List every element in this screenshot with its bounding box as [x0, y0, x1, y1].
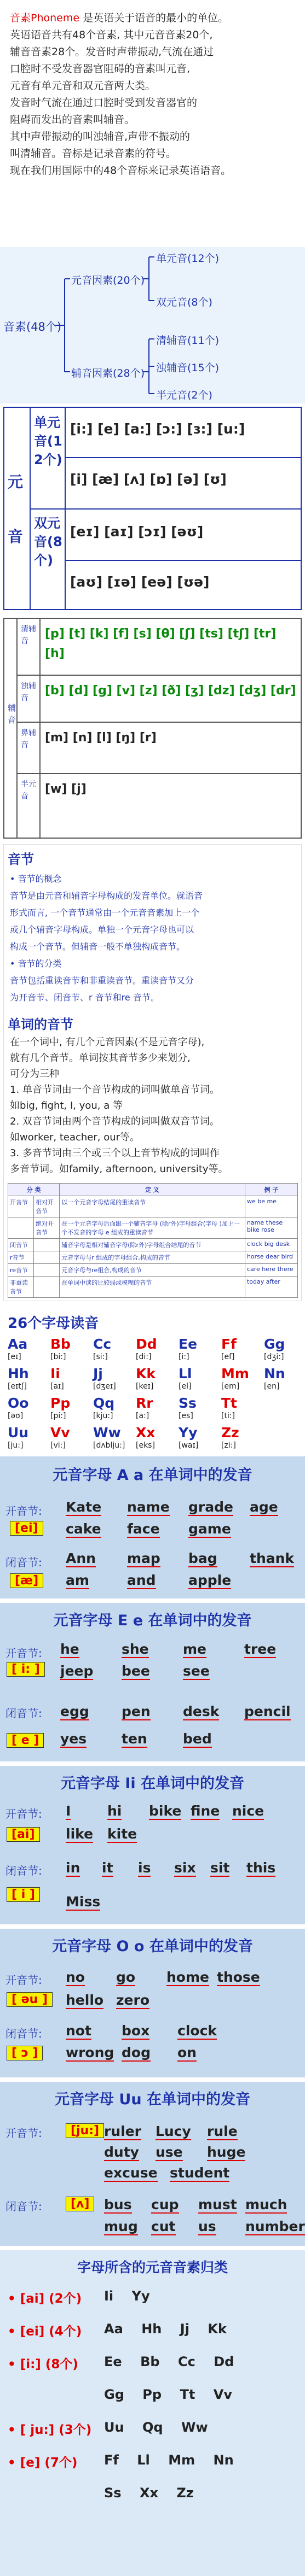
- row-divider: [16, 773, 302, 774]
- syllable-line: 构成一个音节。但辅音一般不单独构成音节。: [10, 941, 186, 952]
- consonant-table: [0, 614, 305, 842]
- table-cell: clock big desk: [245, 1239, 297, 1251]
- syllable-para-line: 1. 单音节词由一个音节构成的词叫做单音节词。: [10, 1084, 220, 1096]
- intro-line: [10, 128, 295, 145]
- syllable-para-line: 在一个词中, 有几个元音因素(不是元音字母),: [10, 1037, 205, 1048]
- alphabet-letter: Aa: [8, 1336, 28, 1352]
- example-word: ruler: [104, 2123, 141, 2139]
- vowel-row-3: [eɪ] [aɪ] [ɔɪ] [əʊ]: [70, 524, 204, 540]
- alphabet-letter: Gg: [264, 1336, 285, 1352]
- table-cell: 非重读音节: [8, 1277, 34, 1298]
- example-word: duty: [104, 2144, 139, 2160]
- example-word: bike: [149, 1803, 182, 1819]
- alphabet-phonetic: [bi:]: [50, 1353, 66, 1361]
- example-word: she: [122, 1641, 149, 1657]
- intro-segment: 是英语关于语音的最小的单位。: [79, 12, 229, 24]
- intro-segment: 阻碍而发出的音素叫辅音。: [10, 114, 135, 126]
- example-word: ten: [122, 1731, 147, 1747]
- table-cell: 开音节: [8, 1196, 34, 1217]
- example-word: map: [127, 1550, 160, 1566]
- table-head-cell: 例 子: [245, 1184, 297, 1196]
- table-cell: 绝对开音节: [34, 1217, 60, 1239]
- vowel-o-panel: [0, 1929, 305, 2077]
- intro-segment: 现在我们用国际中的48个音标来记录英语语音。: [10, 165, 232, 177]
- table-cell: re音节: [8, 1264, 34, 1277]
- alphabet-letter: Ww: [93, 1425, 121, 1441]
- table-cell: 在一个元音字母后面跟一个辅音字母 (除r外)字母组合(字母 )加上一个不发音的字母 e 组成的重读音节: [60, 1217, 245, 1239]
- example-word: mug: [104, 2218, 138, 2234]
- tree-semivowel: 半元音(2个): [156, 389, 212, 401]
- alphabet-letter: Ll: [179, 1366, 192, 1381]
- table-row: [8, 1196, 298, 1217]
- example-word: pen: [122, 1703, 151, 1719]
- intro-line: [10, 10, 295, 27]
- syllable-para-line: 可分为三种: [10, 1068, 59, 1080]
- syllable-table: [8, 1183, 298, 1298]
- tree-root: 音素(48个): [3, 320, 62, 333]
- syllable-para-line: 就有几个音节。单词按其音节多少来划分,: [10, 1052, 191, 1064]
- table-cell: [34, 1239, 60, 1251]
- consonant-row-label: 清辅音: [21, 625, 36, 646]
- alphabet-phonetic: [el]: [179, 1382, 192, 1391]
- alphabet-phonetic: [keɪ]: [136, 1382, 154, 1391]
- example-word: those: [217, 1969, 260, 1985]
- vowel-head2: 音: [8, 528, 24, 546]
- table-row: [8, 1239, 298, 1251]
- vowel-o-closed-label: 闭音节:: [5, 2027, 42, 2040]
- example-word: student: [170, 2165, 230, 2181]
- syllable-para-line: 如big, fight, I, you, a 等: [10, 1100, 123, 1111]
- table-cell: care here there: [245, 1264, 297, 1277]
- alphabet-letter: Hh: [8, 1366, 29, 1381]
- syllable-line: • 音节的分类: [10, 958, 62, 969]
- example-word: he: [60, 1641, 79, 1657]
- alphabet-letter: Mm: [221, 1366, 249, 1381]
- table-head-cell: 分 类: [8, 1184, 60, 1196]
- alphabet-letter: Yy: [179, 1425, 198, 1441]
- intro-segment: 发音时气流在通过口腔时受到发音器官的: [10, 97, 198, 109]
- example-word: jeep: [60, 1663, 94, 1679]
- example-word: excuse: [104, 2165, 158, 2181]
- intro-segment: 其中声带振动的叫浊辅音,声带不振动的: [10, 131, 191, 143]
- table-cell: 元音字母与re组合,构成的音节: [60, 1264, 245, 1277]
- summary-key: • [e] (7个): [8, 2456, 78, 2470]
- syllable-para-line: 如worker, teacher, our等。: [10, 1132, 140, 1143]
- alphabet-letter: Xx: [136, 1425, 156, 1441]
- intro-text: [10, 10, 295, 179]
- table-cell: 相对开音节: [34, 1196, 60, 1217]
- vowel-i-open-phon: [ai]: [7, 1827, 40, 1842]
- table-row: [8, 1264, 298, 1277]
- alphabet-phonetic: [zi:]: [221, 1441, 236, 1450]
- vowel-a-panel: [0, 1456, 305, 1599]
- intro-line: [10, 112, 295, 128]
- table-row: [8, 1277, 298, 1298]
- phoneme-tree: [0, 247, 305, 403]
- alphabet-phonetic: [pi:]: [50, 1412, 66, 1420]
- vowel-u-panel: [0, 2082, 305, 2246]
- example-word: cake: [66, 1521, 101, 1537]
- example-word: cup: [151, 2197, 179, 2212]
- alphabet-letter: Cc: [93, 1336, 112, 1352]
- alphabet-phonetic: [es]: [179, 1412, 193, 1420]
- alphabet-letter: Jj: [93, 1366, 103, 1381]
- example-word: this: [246, 1860, 276, 1876]
- row-divider: [16, 722, 302, 723]
- alphabet-phonetic: [əʊ]: [8, 1412, 24, 1420]
- example-word: home: [166, 1969, 209, 1985]
- alphabet-phonetic: [a:]: [136, 1412, 149, 1420]
- alphabet-phonetic: [eɪ]: [8, 1353, 21, 1361]
- example-word: tree: [244, 1641, 277, 1657]
- example-word: six: [174, 1860, 196, 1876]
- example-word: rule: [207, 2123, 238, 2139]
- tree-voiced: 浊辅音(15个): [156, 362, 220, 374]
- example-word: face: [127, 1521, 160, 1537]
- consonant-row-text: [p] [t] [k] [f] [s] [θ] [ʃ] [ts] [tʃ] [tr] [h]: [45, 627, 277, 660]
- alphabet-letter: Zz: [221, 1425, 239, 1441]
- example-word: see: [183, 1663, 210, 1679]
- syllable-panel: [0, 844, 305, 1303]
- alphabet-letter: Nn: [264, 1366, 285, 1381]
- intro-line: [10, 27, 295, 44]
- summary-letters: Ff Ll Mm Nn: [104, 2452, 234, 2468]
- alphabet-phonetic: [em]: [221, 1382, 240, 1391]
- intro-line: [10, 162, 295, 179]
- vowel-u-open-phon: [ju:]: [66, 2123, 104, 2138]
- example-word: bag: [188, 1550, 217, 1566]
- intro-line: [10, 78, 295, 95]
- vowel-row-1: [i:] [e] [a:] [ɔ:] [ɜ:] [u:]: [70, 421, 245, 437]
- example-word: must: [198, 2197, 237, 2212]
- vowel-e-open-label: 开音节:: [5, 1647, 42, 1660]
- example-word: dog: [122, 2045, 151, 2060]
- table-cell: 辅音字母是相对辅音字母(除r外)字母组合结尾的音节: [60, 1239, 245, 1251]
- alphabet-phonetic: [si:]: [93, 1353, 108, 1361]
- syllable-title: 音节: [8, 852, 34, 867]
- table-cell: 元音字母与r 组成的字母组合,构成的音节: [60, 1251, 245, 1264]
- alphabet-letter: Uu: [8, 1425, 29, 1441]
- vowel-table: [0, 405, 305, 612]
- vowel-head: 元: [8, 473, 24, 491]
- syllable-line: 音节是由元音和辅音字母构成的发音单位。就语音: [10, 891, 203, 901]
- vowel-e-panel: [0, 1603, 305, 1761]
- alphabet-letter: Qq: [93, 1395, 115, 1411]
- vowel-i-closed-phon: [ i ]: [7, 1887, 40, 1902]
- summary-letters: Ss Xx Zz: [104, 2485, 194, 2501]
- alphabet-phonetic: [vi:]: [50, 1441, 66, 1450]
- example-word: cut: [151, 2218, 176, 2234]
- alphabet-phonetic: [eks]: [136, 1441, 155, 1450]
- example-word: is: [138, 1860, 151, 1876]
- intro-segment: 叫清辅音。音标是记录音素的符号。: [10, 148, 177, 160]
- example-word: name: [127, 1499, 170, 1515]
- example-word: hi: [107, 1803, 122, 1819]
- alphabet-phonetic: [dʌblju:]: [93, 1441, 125, 1450]
- table-cell: [34, 1251, 60, 1264]
- vowel-o-closed-phon: [ ɔ ]: [7, 2046, 43, 2060]
- example-word: I: [66, 1803, 71, 1819]
- table-cell: 以一个元音字母结尾的重读音节: [60, 1196, 245, 1217]
- alphabet-phonetic: [i:]: [179, 1353, 189, 1361]
- vowel-o-open-phon: [ əu ]: [7, 1992, 53, 2007]
- vowel-u-closed-phon: [ʌ]: [66, 2197, 94, 2211]
- example-word: zero: [116, 1992, 150, 2008]
- example-word: me: [183, 1641, 207, 1657]
- intro-segment: 音素Phoneme: [10, 12, 80, 24]
- vowel-row-4: [aʊ] [ɪə] [eə] [ʊə]: [70, 574, 210, 590]
- example-word: Lucy: [156, 2123, 191, 2139]
- example-word: on: [177, 2045, 197, 2060]
- intro-segment: 辅音音素28个。发音时声带振动,气流在通过: [10, 46, 214, 58]
- vowel-a-open-label: 开音节:: [5, 1504, 42, 1518]
- summary-panel: [0, 2250, 305, 2576]
- example-word: box: [122, 2023, 150, 2039]
- example-word: Miss: [66, 1894, 101, 1910]
- example-word: number: [245, 2218, 305, 2234]
- intro-segment: 口腔时不受发音器官阻碍的音素叫元音,: [10, 63, 191, 75]
- syllable-title2: 单词的音节: [8, 1017, 73, 1032]
- example-word: age: [250, 1499, 278, 1515]
- vowel-e-open-phon: [ i: ]: [7, 1662, 45, 1677]
- alphabet-phonetic: [ti:]: [221, 1412, 235, 1420]
- alphabet-letter: Dd: [136, 1336, 157, 1352]
- syllable-para-line: 3. 多音节词由三个或三个以上音节构成的词叫作: [10, 1148, 220, 1159]
- example-word: and: [127, 1572, 156, 1588]
- summary-letters: Aa Hh Jj Kk: [104, 2321, 227, 2337]
- table-cell: r音节: [8, 1251, 34, 1264]
- table-cell: horse dear bird: [245, 1251, 297, 1264]
- vowel-o-open-label: 开音节:: [5, 1974, 42, 1987]
- vowel-i-panel: [0, 1766, 305, 1924]
- example-word: not: [66, 2023, 91, 2039]
- consonant-row-text: [b] [d] [g] [v] [z] [ð] [ʒ] [dz] [dʒ] [dr]: [45, 684, 296, 698]
- example-word: desk: [183, 1703, 220, 1719]
- vowel-i-closed-label: 闭音节:: [5, 1864, 42, 1877]
- double-vowel-label: 双元音(8个): [34, 516, 62, 568]
- alphabet-phonetic: [waɪ]: [179, 1441, 199, 1450]
- consonant-row-label: 浊辅音: [21, 682, 36, 702]
- table-cell: 闭音节: [8, 1239, 34, 1251]
- syllable-para-line: 2. 双音节词由两个音节构成的词叫做双音节词。: [10, 1116, 220, 1127]
- example-word: Ann: [66, 1550, 96, 1566]
- alphabet-letter: Kk: [136, 1366, 156, 1381]
- intro-line: [10, 44, 295, 61]
- example-word: clock: [177, 2023, 217, 2039]
- alphabet-phonetic: [ef]: [221, 1353, 235, 1361]
- example-word: wrong: [66, 2045, 114, 2060]
- example-word: like: [66, 1826, 94, 1842]
- tree-consonant: 辅音因素(28个): [71, 367, 145, 379]
- consonant-row-label: 半元音: [21, 780, 36, 801]
- vowel-i-title: 元音字母 Ii 在单词中的发音: [60, 1775, 245, 1792]
- alphabet-letter: Rr: [136, 1395, 153, 1411]
- consonant-row-text: [m] [n] [l] [ŋ] [r]: [45, 731, 157, 745]
- example-word: kite: [107, 1826, 137, 1842]
- table-row: [8, 1217, 298, 1239]
- vowel-a-closed-phon: [æ]: [10, 1573, 43, 1588]
- vowel-o-title: 元音字母 O o 在单词中的发音: [52, 1938, 253, 1955]
- summary-key: • [ ju:] (3个): [8, 2423, 92, 2437]
- example-word: no: [66, 1969, 85, 1985]
- vowel-e-closed-label: 闭音节:: [5, 1707, 42, 1720]
- vowel-row-2: [i] [æ] [ʌ] [ɒ] [ə] [ʊ]: [70, 471, 227, 487]
- table-cell: [8, 1217, 34, 1239]
- vowel-a-closed-label: 闭音节:: [5, 1556, 42, 1569]
- alphabet-phonetic: [di:]: [136, 1353, 152, 1361]
- tree-single-vowel: 单元音(12个): [156, 253, 220, 265]
- example-word: egg: [60, 1703, 89, 1719]
- example-word: bee: [122, 1663, 150, 1679]
- example-word: game: [188, 1521, 231, 1537]
- example-word: us: [198, 2218, 216, 2234]
- vowel-e-closed-phon: [ e ]: [7, 1733, 44, 1748]
- example-word: thank: [250, 1550, 295, 1566]
- summary-letters: Ee Bb Cc Dd: [104, 2354, 234, 2369]
- tree-double-vowel: 双元音(8个): [156, 296, 212, 308]
- example-word: bed: [183, 1731, 212, 1747]
- example-word: yes: [60, 1731, 87, 1747]
- example-word: am: [66, 1572, 89, 1588]
- alphabet-letter: Oo: [8, 1395, 29, 1411]
- intro-line: [10, 61, 295, 78]
- consonant-row-label: 鼻辅音: [21, 729, 36, 750]
- summary-key: • [ei] (4个): [8, 2325, 82, 2339]
- summary-key: • [i:] (8个): [8, 2357, 78, 2372]
- table-row: [8, 1251, 298, 1264]
- alphabet-phonetic: [kju:]: [93, 1412, 113, 1420]
- alphabet-letter: Vv: [50, 1425, 70, 1441]
- tree-vowel: 元音因素(20个): [71, 274, 145, 286]
- alphabet-letter: Ii: [50, 1366, 60, 1381]
- alphabet-phonetic: [eɪtʃ]: [8, 1382, 27, 1391]
- example-word: nice: [232, 1803, 264, 1819]
- example-word: grade: [188, 1499, 233, 1515]
- summary-letters: Uu Qq Ww: [104, 2420, 208, 2435]
- example-word: sit: [210, 1860, 230, 1876]
- example-word: fine: [191, 1803, 220, 1819]
- vowel-a-open-phon: [ei]: [10, 1521, 43, 1536]
- alphabet-phonetic: [ju:]: [8, 1441, 24, 1450]
- tree-voiceless: 清辅音(11个): [156, 335, 220, 347]
- syllable-para: [10, 1034, 297, 1177]
- alphabet-title: 26个字母读音: [8, 1315, 99, 1332]
- table-head-row: [8, 1184, 298, 1196]
- intro-segment: 元音有单元音和双元音两大类。: [10, 80, 156, 92]
- syllable-para-line: 多音节词。如family, afternoon, university等。: [10, 1163, 228, 1175]
- intro-segment: 英语语音共有48个音素, 其中元音音素20个,: [10, 29, 213, 41]
- intro-line: [10, 145, 295, 162]
- table-head-cell: 定 义: [60, 1184, 245, 1196]
- summary-key: • [ai] (2个): [8, 2292, 82, 2306]
- alphabet-letter: Pp: [50, 1395, 71, 1411]
- summary-title: 字母所含的元音音素归类: [77, 2259, 228, 2275]
- example-word: pencil: [244, 1703, 291, 1719]
- alphabet-letter: Tt: [221, 1395, 238, 1411]
- consonant-row-text: [w] [j]: [45, 782, 87, 796]
- vowel-a-title: 元音字母 A a 在单词中的发音: [53, 1467, 252, 1484]
- syllable-line: • 音节的概念: [10, 874, 62, 884]
- example-word: in: [66, 1860, 80, 1876]
- syllable-items: [10, 870, 297, 1006]
- example-word: Kate: [66, 1499, 102, 1515]
- alphabet-panel: [0, 1308, 305, 1452]
- intro-panel: [0, 0, 305, 246]
- row-divider: [16, 675, 302, 676]
- table-cell: name these bike rose: [245, 1217, 297, 1239]
- syllable-line: 形式而言, 一个音节通常由一个元音音素加上一个: [10, 908, 200, 918]
- single-vowel-label: 单元音(12个): [34, 415, 62, 467]
- table-cell: 在单词中读的比较弱或模糊的音节: [60, 1277, 245, 1298]
- summary-letters: Gg Pp Tt Vv: [104, 2387, 232, 2402]
- example-word: hello: [66, 1992, 104, 2008]
- vowel-u-closed-label: 闭音节:: [5, 2200, 42, 2213]
- table-cell: we be me: [245, 1196, 297, 1217]
- syllable-line: 音节包括重读音节和非重读音节。重读音节又分: [10, 975, 194, 986]
- syllable-line: 或几个辅音字母构成。单独一个元音字母也可以: [10, 924, 194, 935]
- example-word: huge: [207, 2144, 246, 2160]
- table-cell: [34, 1277, 60, 1298]
- alphabet-letter: Ee: [179, 1336, 198, 1352]
- vowel-u-open-label: 开音节:: [5, 2127, 42, 2140]
- example-word: it: [102, 1860, 113, 1876]
- table-cell: [34, 1264, 60, 1277]
- summary-letters: Ii Yy: [104, 2288, 150, 2304]
- intro-line: [10, 95, 295, 112]
- consonant-side: 辅音: [8, 703, 16, 725]
- vowel-e-title: 元音字母 E e 在单词中的发音: [53, 1612, 252, 1629]
- vowel-u-title: 元音字母 Uu 在单词中的发音: [55, 2091, 250, 2108]
- example-word: use: [156, 2144, 183, 2160]
- example-word: go: [116, 1969, 136, 1985]
- alphabet-letter: Ff: [221, 1336, 237, 1352]
- syllable-line: 为开音节、闭音节、r 音节和re 音节。: [10, 992, 159, 1003]
- alphabet-phonetic: [en]: [264, 1382, 280, 1391]
- table-cell: today after: [245, 1277, 297, 1298]
- alphabet-letter: Bb: [50, 1336, 71, 1352]
- alphabet-phonetic: [dʒeɪ]: [93, 1382, 116, 1391]
- example-word: apple: [188, 1572, 232, 1588]
- example-word: much: [245, 2197, 287, 2212]
- alphabet-phonetic: [aɪ]: [50, 1382, 64, 1391]
- alphabet-letter: Ss: [179, 1395, 197, 1411]
- vowel-i-open-label: 开音节:: [5, 1807, 42, 1820]
- example-word: bus: [104, 2197, 132, 2212]
- alphabet-phonetic: [dʒi:]: [264, 1353, 284, 1361]
